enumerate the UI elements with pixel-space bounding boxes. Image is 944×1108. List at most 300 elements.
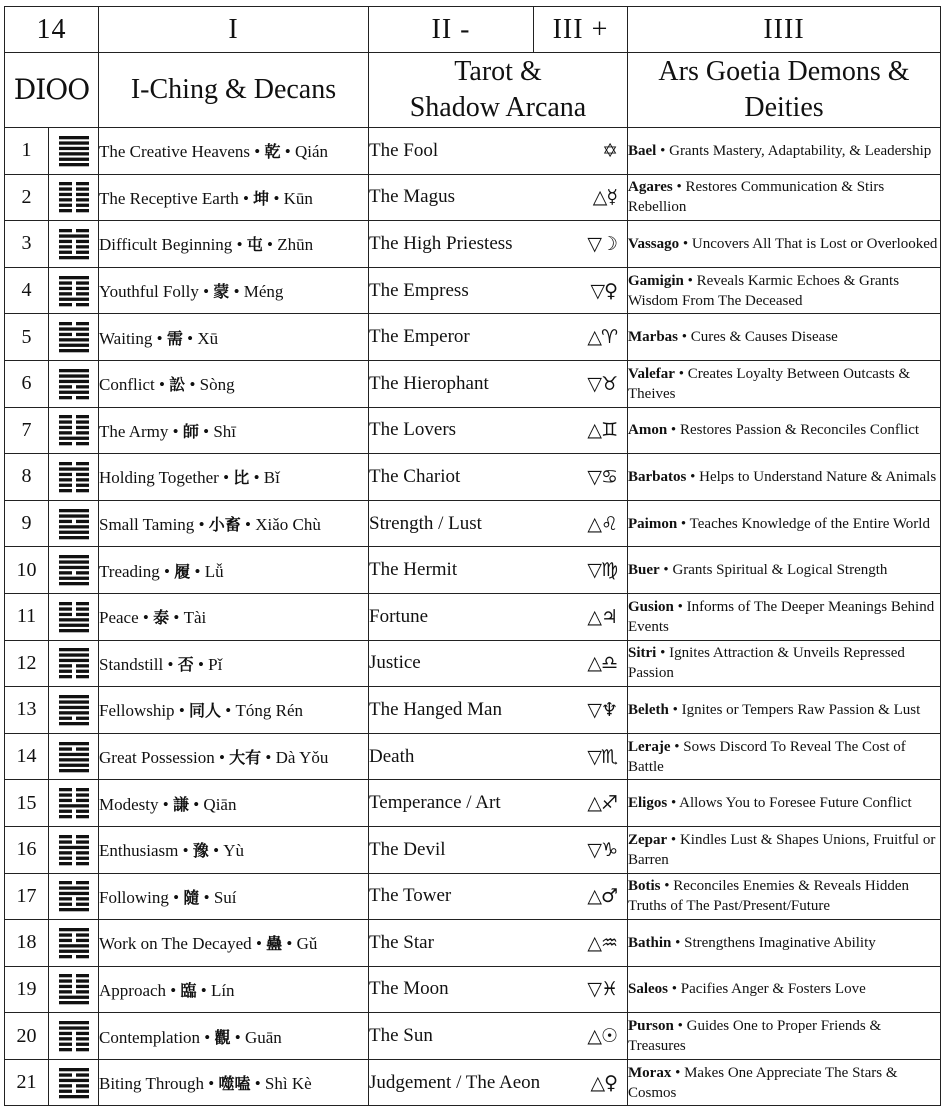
yin-line [76,939,89,942]
tarot-card-row [369,280,627,302]
row-number: 21 [5,1059,49,1106]
yin-line [76,396,89,399]
hexagram-name: Difficult Beginning [99,235,233,255]
yang-line [59,1026,89,1029]
yang-line [59,949,89,952]
hexagram-cell [49,221,99,268]
demon-name: Paimon [628,515,678,532]
yin-line [59,182,72,185]
tarot-card-row [369,652,627,674]
brand-logo: DIOO [5,53,99,128]
yin-line [59,974,72,977]
row-number: 18 [5,920,49,967]
tarot-card-name: The Lovers [369,419,457,441]
hexagram-pinyin: Tóng Rén [235,701,304,721]
yang-line [59,328,89,331]
yin-line [76,209,89,212]
yin-line [59,1032,72,1035]
yang-line [59,618,89,621]
element-zodiac-icon: ✡ [602,139,617,162]
hexagram-name: Biting Through [99,1074,204,1094]
yin-line [76,519,89,522]
yang-line [59,887,89,890]
yang-line [59,152,89,155]
hexagram-cell [49,1013,99,1060]
yang-line [59,163,89,166]
yang-line [59,561,89,564]
yin-line [59,991,72,994]
yang-line [59,763,89,766]
element-zodiac-icon: ▽♆ [587,698,617,721]
yang-line [59,706,89,709]
iching-cell: Difficult Beginning • 屯 • Zhūn [99,221,369,268]
yang-line [59,147,89,150]
hexagram-name: Small Taming [99,515,195,535]
tarot-card-row [369,932,627,954]
demon-name: Bael [628,142,657,159]
iching-cell: Enthusiasm • 豫 • Yù [99,826,369,873]
tarot-card-name: The Emperor [369,326,470,348]
element-zodiac-icon: △♒ [587,931,617,954]
col-number-header: 14 [5,7,99,53]
tarot-card-row [369,186,627,208]
yin-line [59,489,72,492]
yang-line [59,141,89,144]
hexagram-pinyin: Shì Kè [264,1074,312,1094]
demon-name: Saleos [628,981,669,998]
yin-line [59,851,72,854]
demon-description: Teaches Knowledge of the Entire World [689,515,930,532]
hexagram-icon [59,741,89,773]
yang-line [59,659,89,662]
yin-line [59,1043,72,1046]
hexagram-name: Youthful Folly [99,282,199,302]
yin-line [76,426,89,429]
hexagram-hanzi: 謙 [172,794,189,814]
yin-line [76,473,89,476]
hexagram-pinyin: Shī [213,421,237,441]
yin-line [76,799,89,802]
goetia-cell: Bael • Grants Mastery, Adaptability, & Leadership [628,128,941,175]
row-number: 4 [5,267,49,314]
yang-line [59,846,89,849]
demon-name: Gusion [628,598,674,615]
demon-name: Beleth [628,701,669,718]
demon-description: Grants Spiritual & Logical Strength [672,562,888,579]
tarot-cell [369,733,628,780]
yang-line [59,509,89,512]
element-zodiac-icon: ▽♍ [587,559,617,582]
demon-name: Morax [628,1064,672,1081]
yin-line [76,462,89,465]
demon-name: Botis [628,878,661,895]
tarot-card-name: Justice [369,652,421,674]
hexagram-cell [49,547,99,594]
yin-line [76,747,89,750]
yang-line [59,234,89,237]
yang-line [59,695,89,698]
tarot-cell [369,360,628,407]
hexagram-name: Approach [99,980,167,1000]
yin-line [76,670,89,673]
yin-line [76,1084,89,1087]
table-row [5,873,941,920]
element-zodiac-icon: △♈ [587,326,617,349]
yang-line [59,369,89,372]
hexagram-pinyin: Gǔ [296,934,318,954]
hexagram-pinyin: Tài [183,608,207,628]
yin-line [59,675,72,678]
tarot-card-row [369,746,627,768]
hexagram-icon [59,321,89,353]
tarot-cell [369,547,628,594]
yin-line [76,303,89,306]
yin-line [76,933,89,936]
iching-cell: Great Possession • 大有 • Dà Yǒu [99,733,369,780]
yang-line [59,344,89,347]
hexagram-name: Modesty [99,794,159,814]
yang-line [59,297,89,300]
demon-description: Creates Loyalty Between Outcasts & Theives [628,365,911,402]
table-row [5,500,941,547]
tarot-card-row [369,606,627,628]
hexagram-icon [59,834,89,866]
table-row [5,407,941,454]
hexagram-pinyin: Kūn [283,188,313,208]
table-row [5,221,941,268]
yin-line [76,1089,89,1092]
hexagram-hanzi: 師 [182,421,199,441]
yin-line [76,240,89,243]
hexagram-pinyin: Yù [223,841,245,861]
iching-cell: Approach • 臨 • Lín [99,966,369,1013]
yang-line [59,752,89,755]
yin-line [59,788,72,791]
iching-cell: Standstill • 否 • Pǐ [99,640,369,687]
yin-line [59,426,72,429]
tarot-cell [369,1013,628,1060]
goetia-cell: Gamigin • Reveals Karmic Echoes & Grants Wisdom From The Deceased [628,267,941,314]
hexagram-pinyin: Xiǎo Chù [255,515,321,535]
yin-line [59,1073,72,1076]
yin-line [59,985,72,988]
hexagram-cell [49,267,99,314]
yin-line [59,856,72,859]
yin-line [59,799,72,802]
yin-line [76,815,89,818]
yang-line [59,623,89,626]
hexagram-icon [59,647,89,679]
yin-line [59,385,72,388]
iching-cell: Youthful Folly • 蒙 • Méng [99,267,369,314]
yin-line [59,835,72,838]
yin-line [76,432,89,435]
hexagram-cell [49,780,99,827]
table-row [5,360,941,407]
hexagram-hanzi: 訟 [169,375,186,395]
demon-name: Bathin [628,934,672,951]
tarot-card-name: The Tower [369,885,452,907]
row-number: 5 [5,314,49,361]
hexagram-pinyin: Lǚ [204,561,224,581]
yin-line [59,421,72,424]
tarot-cell [369,826,628,873]
element-zodiac-icon: △♀ [590,1071,617,1094]
hexagram-icon [59,554,89,586]
hexagram-hanzi: 大有 [229,748,262,768]
tarot-card-row [369,140,627,162]
row-number: 12 [5,640,49,687]
tarot-cell [369,687,628,734]
row-number: 16 [5,826,49,873]
yin-line [59,897,72,900]
hexagram-name: Fellowship [99,701,175,721]
element-zodiac-icon: △♐ [587,792,617,815]
element-zodiac-icon: ▽♓ [587,978,617,1001]
element-zodiac-icon: ▽♋ [587,465,617,488]
yin-line [76,856,89,859]
correspondence-table [4,6,941,1106]
element-zodiac-icon: ▽♉ [587,372,617,395]
yang-line [59,892,89,895]
yin-line [59,209,72,212]
tarot-cell [369,640,628,687]
yang-line [59,536,89,539]
demon-description: Sows Discord To Reveal The Cost of Battle [628,738,906,775]
hexagram-cell [49,500,99,547]
yang-line [59,1068,89,1071]
demon-description: Allows You to Foresee Future Conflict [679,795,912,812]
yang-line [59,996,89,999]
yang-line [59,1095,89,1098]
col-tarot-a-header: II - [369,7,534,53]
yang-line [59,256,89,259]
iching-cell: The Receptive Earth • 坤 • Kūn [99,174,369,221]
goetia-cell: Vassago • Uncovers All That is Lost or Overlooked [628,221,941,268]
element-zodiac-icon: △♌ [587,512,617,535]
row-number: 9 [5,500,49,547]
hexagram-icon [59,275,89,307]
yang-line [59,654,89,657]
hexagram-icon [59,228,89,260]
yin-line [59,396,72,399]
table-row [5,687,941,734]
row-number: 7 [5,407,49,454]
yin-line [76,903,89,906]
yin-line [59,815,72,818]
tarot-cell [369,920,628,967]
tarot-card-name: The Magus [369,186,456,208]
yin-line [59,303,72,306]
tarot-card-name: The Hermit [369,559,458,581]
yin-line [59,939,72,942]
yin-line [76,980,89,983]
yang-line [59,276,89,279]
tarot-cell [369,314,628,361]
tarot-card-name: The Chariot [369,465,461,487]
hexagram-cell [49,128,99,175]
table-row [5,128,941,175]
hexagram-name: Work on The Decayed [99,934,252,954]
table-row [5,174,941,221]
row-number: 11 [5,593,49,640]
yin-line [59,188,72,191]
yang-line [59,530,89,533]
iching-cell: Following • 隨 • Suí [99,873,369,920]
yin-line [59,432,72,435]
element-zodiac-icon: △☿ [592,186,617,209]
hexagram-cell [49,873,99,920]
yang-line [59,1078,89,1081]
element-zodiac-icon: ▽☽ [587,232,617,255]
yin-line [59,747,72,750]
yin-line [59,602,72,605]
demon-name: Zepar [628,831,668,848]
yin-line [76,286,89,289]
demon-description: Ignites Attraction & Unveils Repressed Passion [628,645,905,682]
yin-line [76,571,89,574]
goetia-cell: Valefar • Creates Loyalty Between Outcasts & Theives [628,360,941,407]
goetia-cell: Zepar • Kindles Lust & Shapes Unions, Fruitful or Barren [628,826,941,873]
yin-line [59,519,72,522]
yin-line [76,665,89,668]
hexagram-cell [49,174,99,221]
goetia-cell: Morax • Makes One Appreciate The Stars & Cosmos [628,1059,941,1106]
tarot-card-row [369,885,627,907]
iching-cell: Biting Through • 噬嗑 • Shì Kè [99,1059,369,1106]
goetia-cell: Bathin • Strengthens Imaginative Ability [628,920,941,967]
yang-line [59,629,89,632]
yin-line [76,245,89,248]
title-header-row [5,53,941,128]
goetia-cell: Eligos • Allows You to Foresee Future Conflict [628,780,941,827]
hexagram-pinyin: Qián [294,142,329,162]
tarot-cell [369,593,628,640]
hexagram-pinyin: Guān [244,1027,282,1047]
yin-line [76,991,89,994]
tarot-cell [369,1059,628,1106]
hexagram-name: Standstill [99,654,164,674]
yin-line [76,897,89,900]
yin-line [59,473,72,476]
element-zodiac-icon: ▽♏ [587,745,617,768]
row-number: 3 [5,221,49,268]
goetia-cell: Botis • Reconciles Enemies & Reveals Hidden Truths of The Past/Present/Future [628,873,941,920]
tarot-card-name: Fortune [369,605,429,627]
demon-name: Leraje [628,738,671,755]
goetia-cell: Marbas • Cures & Causes Disease [628,314,941,361]
hexagram-cell [49,360,99,407]
yin-line [76,810,89,813]
hexagram-hanzi: 豫 [192,841,209,861]
yin-line [76,862,89,865]
hexagram-name: Peace [99,608,139,628]
table-row [5,1013,941,1060]
demon-name: Purson [628,1018,674,1035]
yin-line [76,835,89,838]
table-row [5,314,941,361]
hexagram-cell [49,640,99,687]
hexagram-pinyin: Qiān [203,794,237,814]
yin-line [76,281,89,284]
row-number: 6 [5,360,49,407]
goetia-cell: Amon • Restores Passion & Reconciles Conflict [628,407,941,454]
table-row [5,920,941,967]
yin-line [76,333,89,336]
yin-line [76,292,89,295]
element-zodiac-icon: △♂ [587,885,617,908]
hexagram-pinyin: Bǐ [263,468,280,488]
demon-description: Helps to Understand Nature & Animals [699,468,937,485]
table-row [5,826,941,873]
yin-line [59,1048,72,1051]
yin-line [76,229,89,232]
element-zodiac-icon: △♎ [587,652,617,675]
yang-line [59,390,89,393]
iching-cell: The Creative Heavens • 乾 • Qián [99,128,369,175]
yin-line [59,980,72,983]
tarot-card-row [369,1025,627,1047]
yin-line [76,478,89,481]
table-row [5,267,941,314]
tarot-card-name: The Devil [369,838,446,860]
hexagram-pinyin: Lín [210,980,235,1000]
tarot-card-name: Strength / Lust [369,512,482,534]
yang-line [59,928,89,931]
col-goetia-header: IIII [628,7,941,53]
tarot-card-row [369,792,627,814]
yin-line [59,1037,72,1040]
hexagram-name: Enthusiasm [99,841,179,861]
hexagram-hanzi: 乾 [264,142,281,162]
yin-line [76,484,89,487]
yin-line [76,955,89,958]
row-number: 14 [5,733,49,780]
tarot-card-row [369,513,627,535]
demon-description: Reveals Karmic Echoes & Grants Wisdom From The Deceased [628,272,900,309]
yin-line [76,788,89,791]
yang-line [59,525,89,528]
tarot-card-name: The Moon [369,978,449,1000]
hexagram-hanzi: 隨 [183,887,200,907]
element-zodiac-icon: ▽♑ [587,838,617,861]
yang-line [59,582,89,585]
yin-line [59,955,72,958]
yang-line [59,648,89,651]
yin-line [59,415,72,418]
tarot-cell [369,966,628,1013]
goetia-cell: Beleth • Ignites or Tempers Raw Passion & Lust [628,687,941,734]
yin-line [76,1073,89,1076]
tarot-cell [369,873,628,920]
demon-name: Marbas [628,329,678,346]
element-zodiac-icon: ▽♀ [590,279,617,302]
tarot-card-name: Death [369,745,415,767]
hexagram-icon [59,1020,89,1052]
yin-line [59,333,72,336]
tarot-cell [369,407,628,454]
iching-cell: Conflict • 訟 • Sòng [99,360,369,407]
yang-line [59,769,89,772]
row-number: 2 [5,174,49,221]
yin-line [59,240,72,243]
hexagram-icon [59,927,89,959]
tarot-card-name: The Hierophant [369,372,489,394]
table-row [5,733,941,780]
yin-line [59,862,72,865]
demon-description: Uncovers All That is Lost or Overlooked [691,235,938,252]
hexagram-cell [49,314,99,361]
